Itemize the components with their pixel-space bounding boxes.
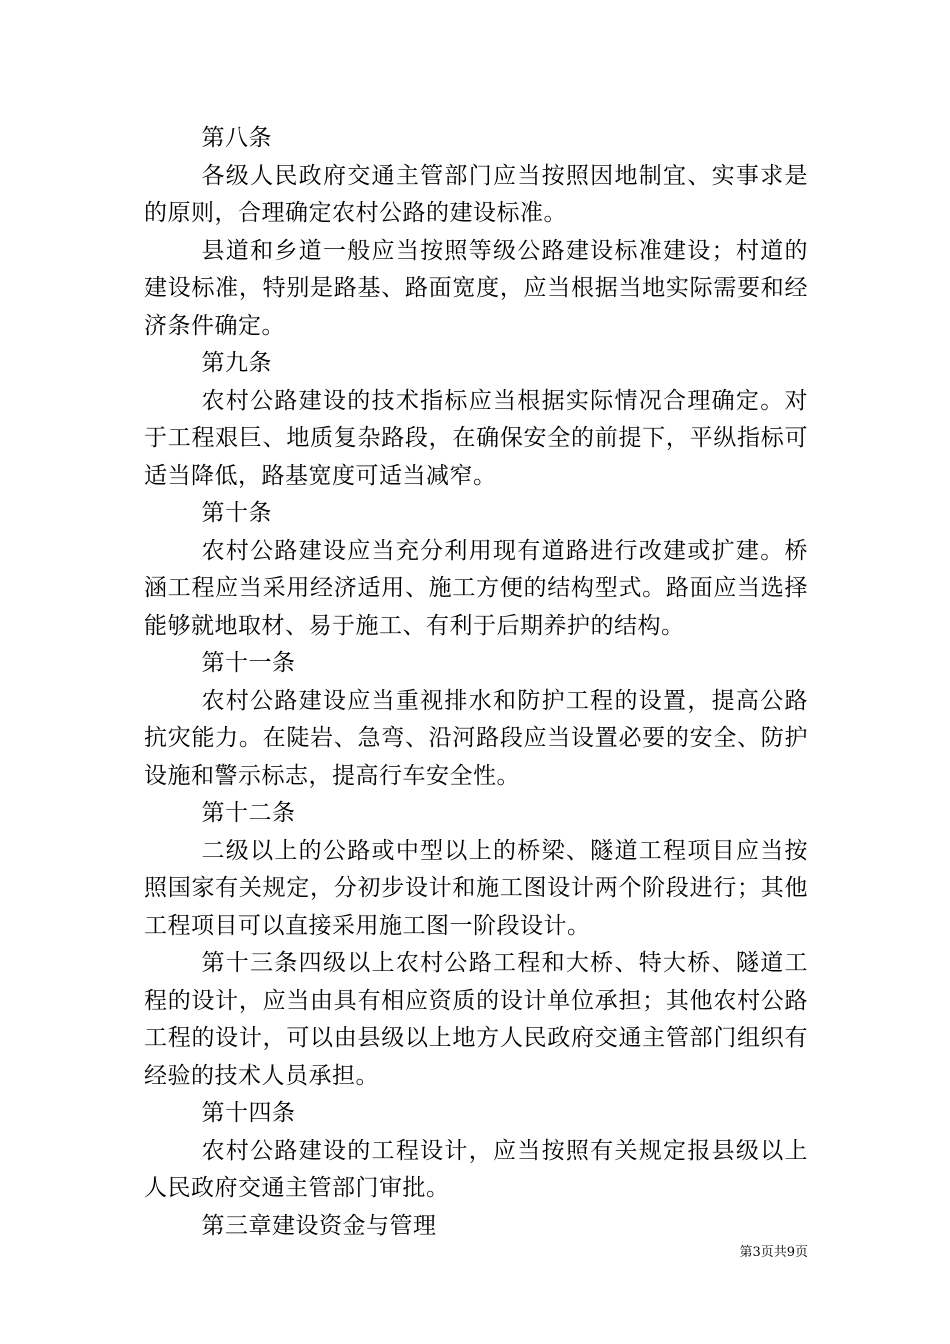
document-body <box>144 120 808 1245</box>
chapter-heading: 第三章建设资金与管理 <box>201 1212 437 1239</box>
article-paragraph: 农村公路建设应当充分利用现有道路进行改建或扩建。桥涵工程应当采用经济适用、施工方便的结构型式。路面应当选择能够就地取材、易于施工、有利于后期养护的结构。 <box>144 537 808 639</box>
article-paragraph-13: 第十三条四级以上农村公路工程和大桥、特大桥、隧道工程的设计，应当由具有相应资质的设计单位承担；其他农村公路工程的设计，可以由县级以上地方人民政府交通主管部门组织有经验的技术人员承担。 <box>144 950 808 1089</box>
article-paragraph: 农村公路建设应当重视排水和防护工程的设置，提高公路抗灾能力。在陡岩、急弯、沿河路段应当设置必要的安全、防护设施和警示标志，提高行车安全性。 <box>144 687 808 789</box>
article-paragraph: 二级以上的公路或中型以上的桥梁、隧道工程项目应当按照国家有关规定，分初步设计和施工图设计两个阶段进行；其他工程项目可以直接采用施工图一阶段设计。 <box>144 837 808 939</box>
article-heading-14: 第十四条 <box>201 1100 296 1126</box>
article-heading-8: 第八条 <box>201 125 272 151</box>
article-paragraph: 各级人民政府交通主管部门应当按照因地制宜、实事求是的原则，合理确定农村公路的建设标准。 <box>144 162 808 226</box>
article-paragraph: 县道和乡道一般应当按照等级公路建设标准建设；村道的建设标准，特别是路基、路面宽度，应当根据当地实际需要和经济条件确定。 <box>144 237 808 339</box>
page-number-footer: 第3页共9页 <box>739 1245 808 1260</box>
article-heading-10: 第十条 <box>201 500 272 526</box>
article-paragraph: 农村公路建设的技术指标应当根据实际情况合理确定。对于工程艰巨、地质复杂路段，在确保安全的前提下，平纵指标可适当降低，路基宽度可适当减窄。 <box>144 387 808 489</box>
article-heading-12: 第十二条 <box>201 800 296 826</box>
article-paragraph: 农村公路建设的工程设计，应当按照有关规定报县级以上人民政府交通主管部门审批。 <box>144 1137 808 1201</box>
article-heading-9: 第九条 <box>201 350 272 376</box>
article-heading-11: 第十一条 <box>201 650 296 676</box>
